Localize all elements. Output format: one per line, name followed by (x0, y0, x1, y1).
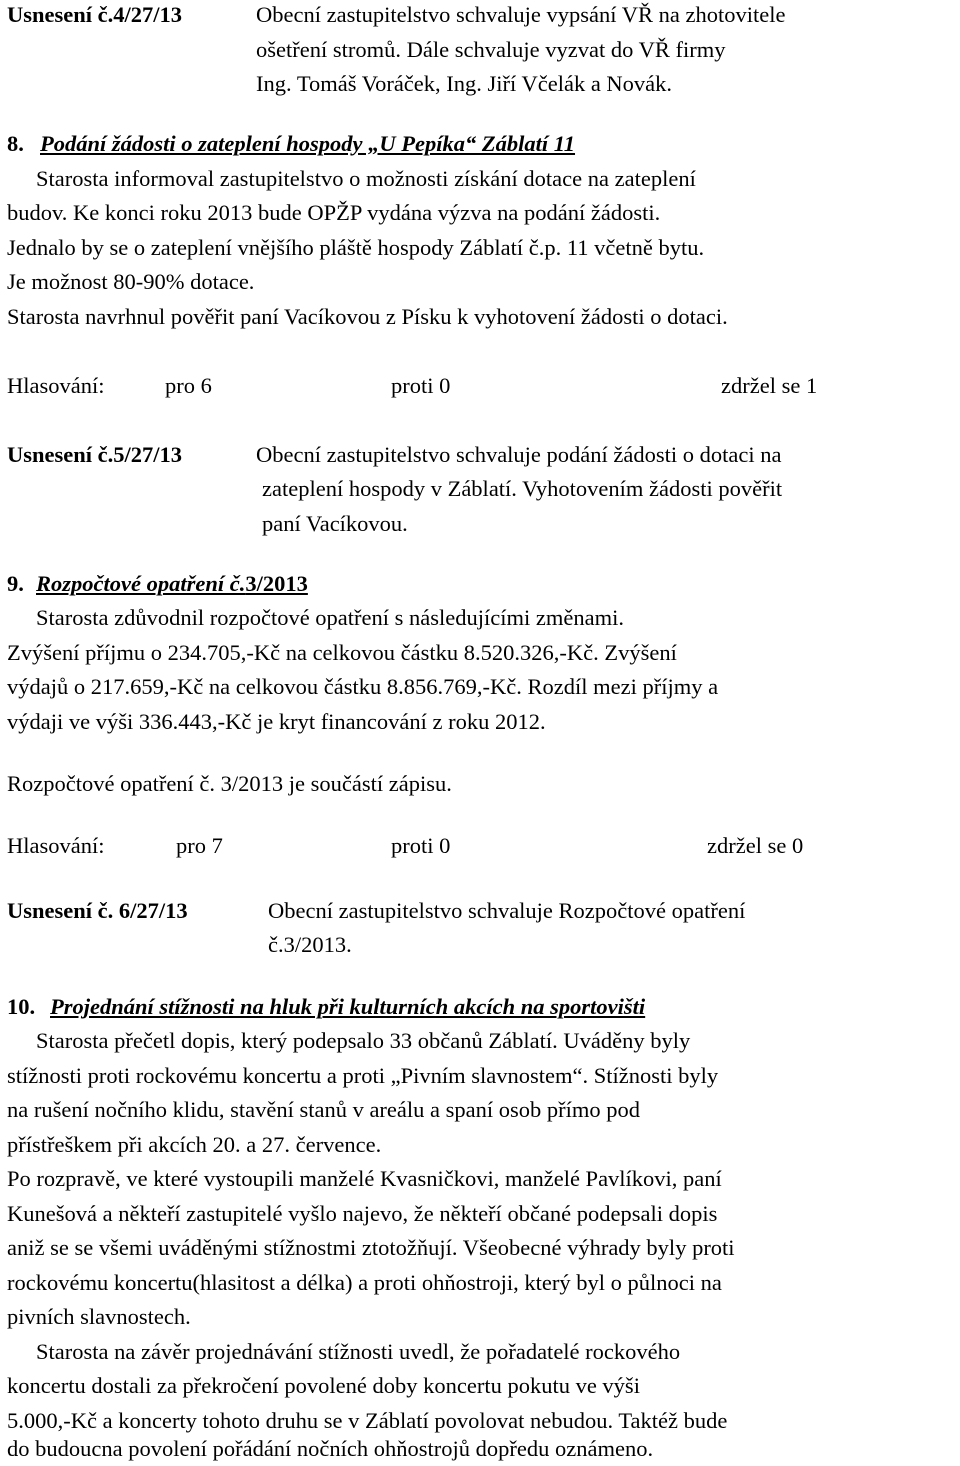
vote-proti: proti 0 (391, 373, 451, 398)
resolution-5-text-line: paní Vacíkovou. (262, 511, 408, 536)
item-10-number: 10. (7, 994, 36, 1019)
vote-zdrzel: zdržel se 0 (707, 833, 804, 858)
resolution-6-text-line: č.3/2013. (268, 932, 352, 957)
item-8-text-line: Starosta informoval zastupitelstvo o možnosti získání dotace na zateplení (36, 166, 696, 191)
vote-label: Hlasování: (7, 373, 105, 398)
item-10-text-line: do budoucna povolení pořádání nočních ohňostrojů dopředu oznámeno. (7, 1436, 654, 1461)
resolution-6-text-line: Obecní zastupitelstvo schvaluje Rozpočtové opatření (268, 898, 746, 923)
item-9-title: Rozpočtové opatření č.3/2013 (36, 571, 308, 596)
item-8-text-line: Starosta navrhnul pověřit paní Vacíkovou z Písku k vyhotovení žádosti o dotaci. (7, 304, 728, 329)
item-10-text-line: Po rozpravě, ve které vystoupili manželé Kvasničkovi, manželé Pavlíkovi, paní (7, 1166, 722, 1191)
item-10-text-line: 5.000,-Kč a koncerty tohoto druhu se v Záblatí povolovat nebudou. Taktéž bude (7, 1408, 728, 1433)
vote-pro: pro 6 (165, 373, 212, 398)
item-9-number: 9. (7, 571, 24, 596)
item-10-text-line: pivních slavnostech. (7, 1304, 191, 1329)
item-9-text-line: výdaji ve výši 336.443,-Kč je kryt financování z roku 2012. (7, 709, 546, 734)
item-9-text-line: výdajů o 217.659,-Kč na celkovou částku 8.856.769,-Kč. Rozdíl mezi příjmy a (7, 674, 719, 699)
item-9-note: Rozpočtové opatření č. 3/2013 je součástí zápisu. (7, 771, 452, 796)
resolution-5-text-line: Obecní zastupitelstvo schvaluje podání žádosti o dotaci na (256, 442, 782, 467)
item-8-number: 8. (7, 131, 24, 156)
item-10-title: Projednání stížnosti na hluk při kulturních akcích na sportovišti (50, 994, 646, 1019)
item-8-text-line: budov. Ke konci roku 2013 bude OPŽP vydána výzva na podání žádosti. (7, 200, 661, 225)
resolution-4-label: Usnesení č.4/27/13 (7, 2, 183, 27)
resolution-6-label: Usnesení č. 6/27/13 (7, 898, 188, 923)
resolution-5-text-line: zateplení hospody v Záblatí. Vyhotovením žádosti pověřit (262, 476, 783, 501)
vote-pro: pro 7 (176, 833, 223, 858)
item-8-title: Podání žádosti o zateplení hospody „U Pepíka“ Záblatí 11 (40, 131, 576, 156)
item-10-text-line: stížnosti proti rockovému koncertu a proti „Pivním slavnostem“. Stížnosti byly (7, 1063, 719, 1088)
item-10-text-line: Starosta přečetl dopis, který podepsalo 33 občanů Záblatí. Uváděny byly (36, 1028, 691, 1053)
vote-zdrzel: zdržel se 1 (721, 373, 818, 398)
resolution-4-text-line: ošetření stromů. Dále schvaluje vyzvat do VŘ firmy (256, 37, 726, 62)
vote-label: Hlasování: (7, 833, 105, 858)
resolution-4-text-line: Ing. Tomáš Voráček, Ing. Jiří Včelák a Novák. (256, 71, 673, 96)
vote-proti: proti 0 (391, 833, 451, 858)
item-10-text-line: Kunešová a někteří zastupitelé vyšlo najevo, že někteří občané podepsali dopis (7, 1201, 718, 1226)
item-8-text-line: Je možnost 80-90% dotace. (7, 269, 255, 294)
item-9-text-line: Starosta zdůvodnil rozpočtové opatření s následujícími změnami. (36, 605, 624, 630)
item-10-text-line: Starosta na závěr projednávání stížnosti uvedl, že pořadatelé rockového (36, 1339, 681, 1364)
resolution-4-text-line: Obecní zastupitelstvo schvaluje vypsání VŘ na zhotovitele (256, 2, 786, 27)
item-10-text-line: aniž se se všemi uváděnými stížnostmi ztotožňují. Všeobecné výhrady byly proti (7, 1235, 735, 1260)
item-10-text-line: přístřeškem při akcích 20. a 27. července. (7, 1132, 382, 1157)
resolution-5-label: Usnesení č.5/27/13 (7, 442, 183, 467)
item-8-text-line: Jednalo by se o zateplení vnějšího pláště hospody Záblatí č.p. 11 včetně bytu. (7, 235, 705, 260)
item-10-text-line: rockovému koncertu(hlasitost a délka) a proti ohňostroji, který byl o půlnoci na (7, 1270, 722, 1295)
item-9-text-line: Zvýšení příjmu o 234.705,-Kč na celkovou částku 8.520.326,-Kč. Zvýšení (7, 640, 677, 665)
item-10-text-line: koncertu dostali za překročení povolené doby koncertu pokutu ve výši (7, 1373, 640, 1398)
item-10-text-line: na rušení nočního klidu, stavění stanů v areálu a spaní osob přímo pod (7, 1097, 640, 1122)
